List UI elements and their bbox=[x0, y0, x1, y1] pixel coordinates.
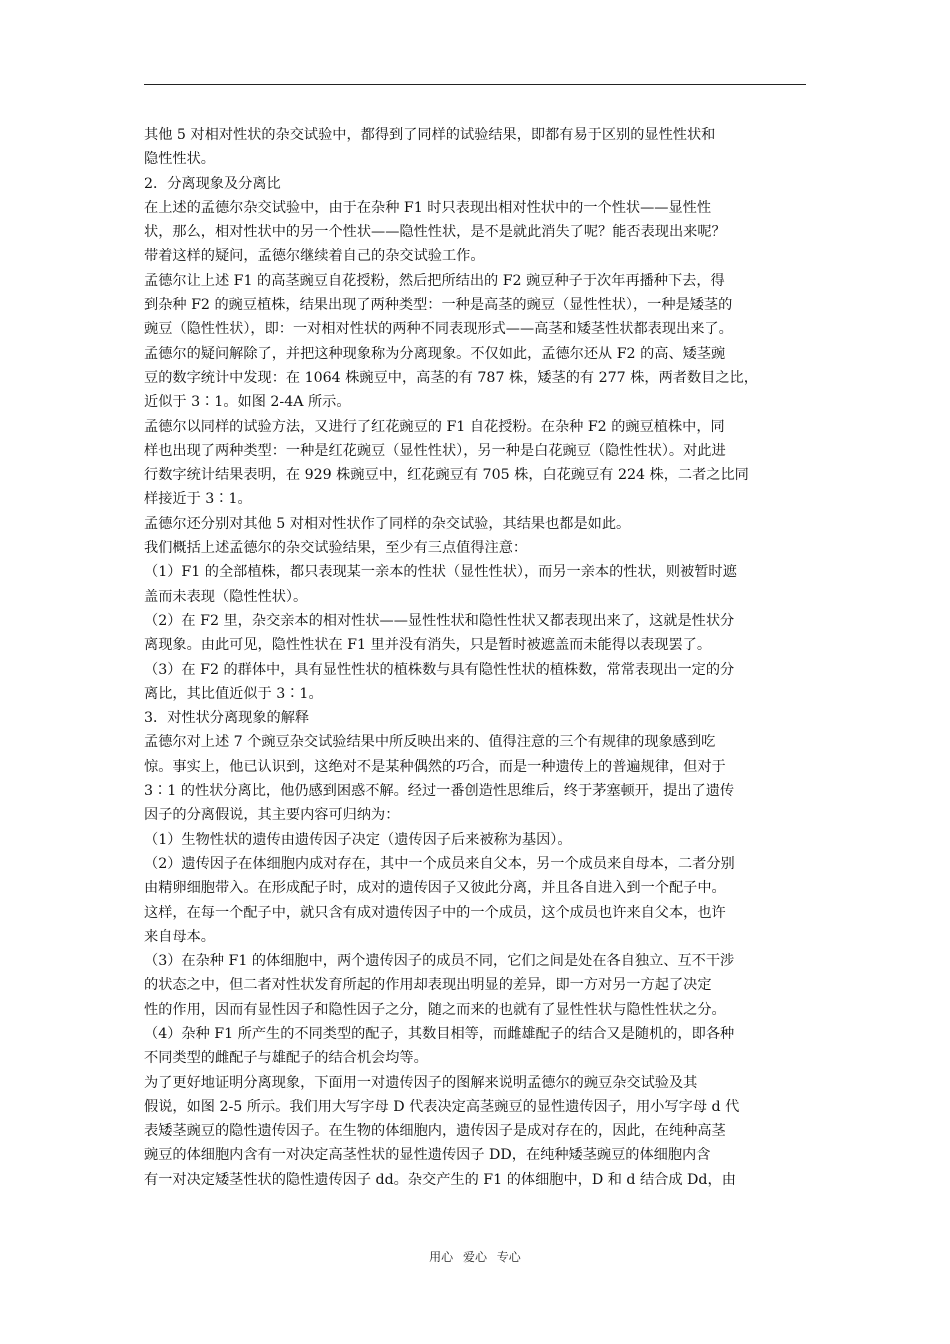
text-line: 因子的分离假说，其主要内容可归纳为： bbox=[144, 807, 400, 824]
text-line: 离现象。由此可见，隐性性状在 F1 里并没有消失，只是暂时被遮盖而未能得以表现罢了。 bbox=[144, 637, 712, 654]
text-line: 孟德尔还分别对其他 5 对相对性状作了同样的杂交试验，其结果也都是如此。 bbox=[144, 515, 631, 532]
text-line: 有一对决定矮茎性状的隐性遗传因子 dd。杂交产生的 F1 的体细胞中，D 和 d 结合成 Dd，由 bbox=[144, 1171, 736, 1188]
text-line: 为了更好地证明分离现象，下面用一对遗传因子的图解来说明孟德尔的豌豆杂交试验及其 bbox=[144, 1074, 698, 1091]
text-line: 离比，其比值近似于 3∶1。 bbox=[144, 685, 323, 702]
document-body bbox=[144, 123, 808, 1192]
text-line: 豆的数字统计中发现：在 1064 株豌豆中，高茎的有 787 株，矮茎的有 277 株，两者数目之比， bbox=[144, 369, 758, 386]
text-line: （2）遗传因子在体细胞内成对存在，其中一个成员来自父本，另一个成员来自母本，二者分别 bbox=[144, 855, 735, 872]
text-line: （1）F1 的全部植株，都只表现某一亲本的性状（显性性状），而另一亲本的性状，则被暂时遮 bbox=[144, 564, 737, 581]
text-line: （1）生物性状的遗传由遗传因子决定（遗传因子后来被称为基因）。 bbox=[144, 831, 572, 848]
text-line: 在上述的孟德尔杂交试验中，由于在杂种 F1 时只表现出相对性状中的一个性状——显性性 bbox=[144, 199, 712, 216]
header-rule bbox=[144, 84, 806, 85]
text-line: 3∶1 的性状分离比，他仍感到困惑不解。经过一番创造性思维后，终于茅塞顿开，提出了遗传 bbox=[144, 783, 735, 800]
text-line: 隐性性状。 bbox=[144, 151, 215, 168]
text-line: 豌豆的体细胞内含有一对决定高茎性状的显性遗传因子 DD，在纯种矮茎豌豆的体细胞内含 bbox=[144, 1147, 711, 1164]
text-line: 到杂种 F2 的豌豆植株，结果出现了两种类型：一种是高茎的豌豆（显性性状），一种是矮茎的 bbox=[144, 297, 733, 314]
text-line: 这样，在每一个配子中，就只含有成对遗传因子中的一个成员，这个成员也许来自父本，也许 bbox=[144, 904, 726, 921]
text-line: （2）在 F2 里，杂交亲本的相对性状——显性性状和隐性性状又都表现出来了，这就是性状分 bbox=[144, 612, 735, 629]
text-line: 孟德尔让上述 F1 的高茎豌豆自花授粉，然后把所结出的 F2 豌豆种子于次年再播种下去，得 bbox=[144, 272, 725, 289]
text-line: 2．分离现象及分离比 bbox=[144, 175, 281, 192]
text-line: 性的作用，因而有显性因子和隐性因子之分，随之而来的也就有了显性性状与隐性性状之分。 bbox=[144, 1001, 726, 1018]
text-line: 行数字统计结果表明，在 929 株豌豆中，红花豌豆有 705 株，白花豌豆有 224 株，二者之比同 bbox=[144, 467, 749, 484]
text-line: 孟德尔对上述 7 个豌豆杂交试验结果中所反映出来的、值得注意的三个有规律的现象感到吃 bbox=[144, 734, 716, 751]
text-line: 其他 5 对相对性状的杂交试验中，都得到了同样的试验结果，即都有易于区别的显性性状和 bbox=[144, 127, 716, 143]
text-line: （3）在 F2 的群体中，具有显性性状的植株数与具有隐性性状的植株数，常常表现出一定的分 bbox=[144, 661, 735, 678]
text-line: 样也出现了两种类型：一种是红花豌豆（显性性状），另一种是白花豌豆（隐性性状）。对此进 bbox=[144, 442, 726, 459]
text-line: 盖而未表现（隐性性状）。 bbox=[144, 588, 308, 605]
page-footer: 用心 爱心 专心 bbox=[429, 1250, 521, 1264]
text-line: 孟德尔的疑问解除了，并把这种现象称为分离现象。不仅如此，孟德尔还从 F2 的高、矮茎豌 bbox=[144, 345, 726, 362]
text-line: 样接近于 3∶1。 bbox=[144, 491, 252, 508]
text-line: 孟德尔以同样的试验方法，又进行了红花豌豆的 F1 自花授粉。在杂种 F2 的豌豆植株中，同 bbox=[144, 418, 725, 435]
text-line: 近似于 3∶1。如图 2-4A 所示。 bbox=[144, 394, 351, 411]
text-line: 我们概括上述孟德尔的杂交试验结果，至少有三点值得注意： bbox=[144, 540, 528, 557]
text-line: 的状态之中，但二者对性状发育所起的作用却表现出明显的差异，即一方对另一方起了决定 bbox=[144, 977, 712, 994]
text-line: 不同类型的雌配子与雄配子的结合机会均等。 bbox=[144, 1050, 428, 1067]
text-line: 惊。事实上，他已认识到，这绝对不是某种偶然的巧合，而是一种遗传上的普遍规律，但对于 bbox=[144, 758, 726, 775]
text-line: 假说，如图 2-5 所示。我们用大写字母 D 代表决定高茎豌豆的显性遗传因子，用小写字母 d 代 bbox=[144, 1098, 740, 1115]
text-line: 由精卵细胞带入。在形成配子时，成对的遗传因子又彼此分离，并且各自进入到一个配子中。 bbox=[144, 880, 726, 897]
text-line: 表矮茎豌豆的隐性遗传因子。在生物的体细胞内，遗传因子是成对存在的，因此，在纯种高茎 bbox=[144, 1123, 726, 1140]
text-line: （4）杂种 F1 所产生的不同类型的配子，其数目相等，而雌雄配子的结合又是随机的，即各种 bbox=[144, 1025, 735, 1042]
text-line: 带着这样的疑问，孟德尔继续着自己的杂交试验工作。 bbox=[144, 248, 485, 265]
text-line: 3．对性状分离现象的解释 bbox=[144, 710, 310, 727]
text-line: （3）在杂种 F1 的体细胞中，两个遗传因子的成员不同，它们之间是处在各自独立、互不干涉 bbox=[144, 953, 735, 970]
text-line: 来自母本。 bbox=[144, 928, 215, 945]
text-line: 豌豆（隐性性状），即：一对相对性状的两种不同表现形式——高茎和矮茎性状都表现出来了。 bbox=[144, 321, 733, 338]
text-line: 状，那么，相对性状中的另一个性状——隐性性状，是不是就此消失了呢？能否表现出来呢？ bbox=[144, 224, 726, 241]
